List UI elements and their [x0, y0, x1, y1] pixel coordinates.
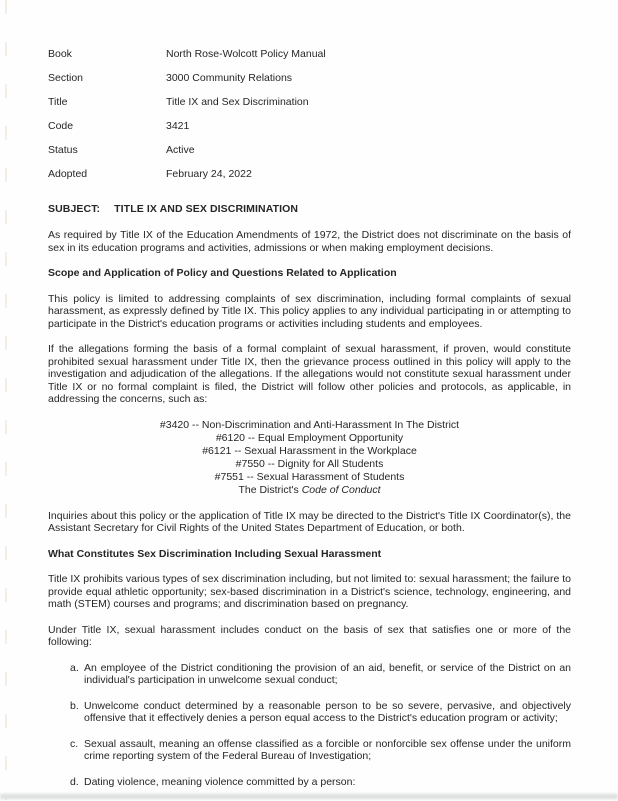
- meta-row-status: [48, 144, 571, 157]
- paragraph-scope-1: This policy is limited to addressing complaints of sex discrimination, including formal complaints of sexual harassment, as expressly defined by Title IX. This policy applies to any individual participating in or attempting to participate in the District's education programs or activities including students and employees.: [48, 292, 571, 330]
- meta-value: February 24, 2022: [166, 168, 252, 180]
- meta-row-adopted: [48, 168, 571, 181]
- paragraph-inquiries: Inquiries about this policy or the application of Title IX may be directed to the District's Title IX Coordinator(s), the Assistant Secretary for Civil Rights of the United States Department of Education, or both.: [48, 509, 571, 534]
- policy-ref-7551: #7551 -- Sexual Harassment of Students: [214, 470, 405, 483]
- subject-label: SUBJECT:: [48, 202, 101, 215]
- meta-value: Active: [166, 144, 195, 156]
- policy-ref-code-of-conduct: [48, 484, 571, 497]
- paragraph-what-1: Title IX prohibits various types of sex discrimination including, but not limited to: sexual harassment; the failure to provide equal athletic opportunity; sex-based discrimination in a District's science, technology, engineering, and math (STEM) courses and programs; and discrimination based on pregnancy.: [48, 573, 571, 610]
- meta-label: Title: [48, 96, 68, 108]
- paragraph-scope-2: If the allegations forming the basis of a formal complaint of sexual harassment, if proven, would constitute prohibited sexual harassment under Title IX, then the grievance process outlined in this policy will apply to the investigation and adjudication of the allegations. If the allegations would not constitute sexual harassment under Title IX or no formal complaint is filed, the District will follow other policies and protocols, as applicable, in addressing the concerns, such as:: [48, 343, 571, 405]
- code-of-conduct-italic: Code of Conduct: [301, 483, 381, 496]
- list-item-text: Unwelcome conduct determined by a reasonable person to be so severe, pervasive, and objectively offensive that it effectively denies a person equal access to the District's education program or activity;: [84, 699, 571, 724]
- policy-ref-6120: #6120 -- Equal Employment Opportunity: [215, 431, 404, 444]
- meta-label: Section: [48, 72, 84, 84]
- code-of-conduct-prefix: The District's: [238, 483, 302, 496]
- list-item-b: [70, 700, 571, 725]
- list-marker: c.: [70, 737, 79, 750]
- list-item-text: An employee of the District conditioning the provision of an aid, benefit, or service of the District on an individual's participation in unwelcome sexual conduct;: [84, 661, 571, 686]
- list-marker: b.: [70, 699, 79, 712]
- list-item-c: [70, 738, 571, 763]
- subject-title: TITLE IX AND SEX DISCRIMINATION: [114, 202, 299, 215]
- lettered-list: [70, 662, 571, 789]
- subject-heading: [48, 203, 571, 216]
- section-heading-what-constitutes: What Constitutes Sex Discrimination Including Sexual Harassment: [48, 547, 382, 560]
- meta-value: 3421: [166, 120, 190, 132]
- meta-value: North Rose-Wolcott Policy Manual: [166, 48, 326, 60]
- policy-reference-list: [48, 419, 571, 497]
- document-content: [48, 48, 571, 801]
- scan-edge-artifact: [5, 0, 7, 800]
- meta-label: Status: [48, 144, 78, 156]
- paragraph-what-2: Under Title IX, sexual harassment includes conduct on the basis of sex that satisfies one or more of the following:: [48, 623, 571, 648]
- list-marker: d.: [70, 775, 79, 788]
- meta-row-book: [48, 48, 571, 61]
- document-meta-table: [48, 48, 571, 181]
- meta-value: Title IX and Sex Discrimination: [166, 96, 309, 108]
- meta-row-code: [48, 120, 571, 133]
- meta-label: Adopted: [48, 168, 88, 180]
- list-item-text: Sexual assault, meaning an offense classified as a forcible or nonforcible sex offense under the uniform crime reporting system of the Federal Bureau of Investigation;: [84, 737, 571, 762]
- meta-value: 3000 Community Relations: [166, 72, 293, 84]
- list-item-d: [70, 776, 571, 789]
- policy-ref-3420: #3420 -- Non-Discrimination and Anti-Harassment In The District: [159, 418, 460, 431]
- list-item-text: Dating violence, meaning violence committed by a person:: [84, 775, 356, 788]
- paragraph-intro: As required by Title IX of the Education Amendments of 1972, the District does not discriminate on the basis of sex in its education programs and activities, admissions or when making employment decisions.: [48, 229, 571, 254]
- meta-row-title: [48, 96, 571, 109]
- list-marker: a.: [70, 661, 79, 674]
- section-heading-scope: Scope and Application of Policy and Questions Related to Application: [48, 267, 397, 279]
- meta-label: Book: [48, 48, 72, 60]
- policy-ref-6121: #6121 -- Sexual Harassment in the Workplace: [202, 444, 417, 457]
- meta-label: Code: [48, 120, 74, 132]
- policy-ref-7550: #7550 -- Dignity for All Students: [235, 457, 384, 470]
- list-item-a: [70, 662, 571, 687]
- meta-row-section: [48, 72, 571, 85]
